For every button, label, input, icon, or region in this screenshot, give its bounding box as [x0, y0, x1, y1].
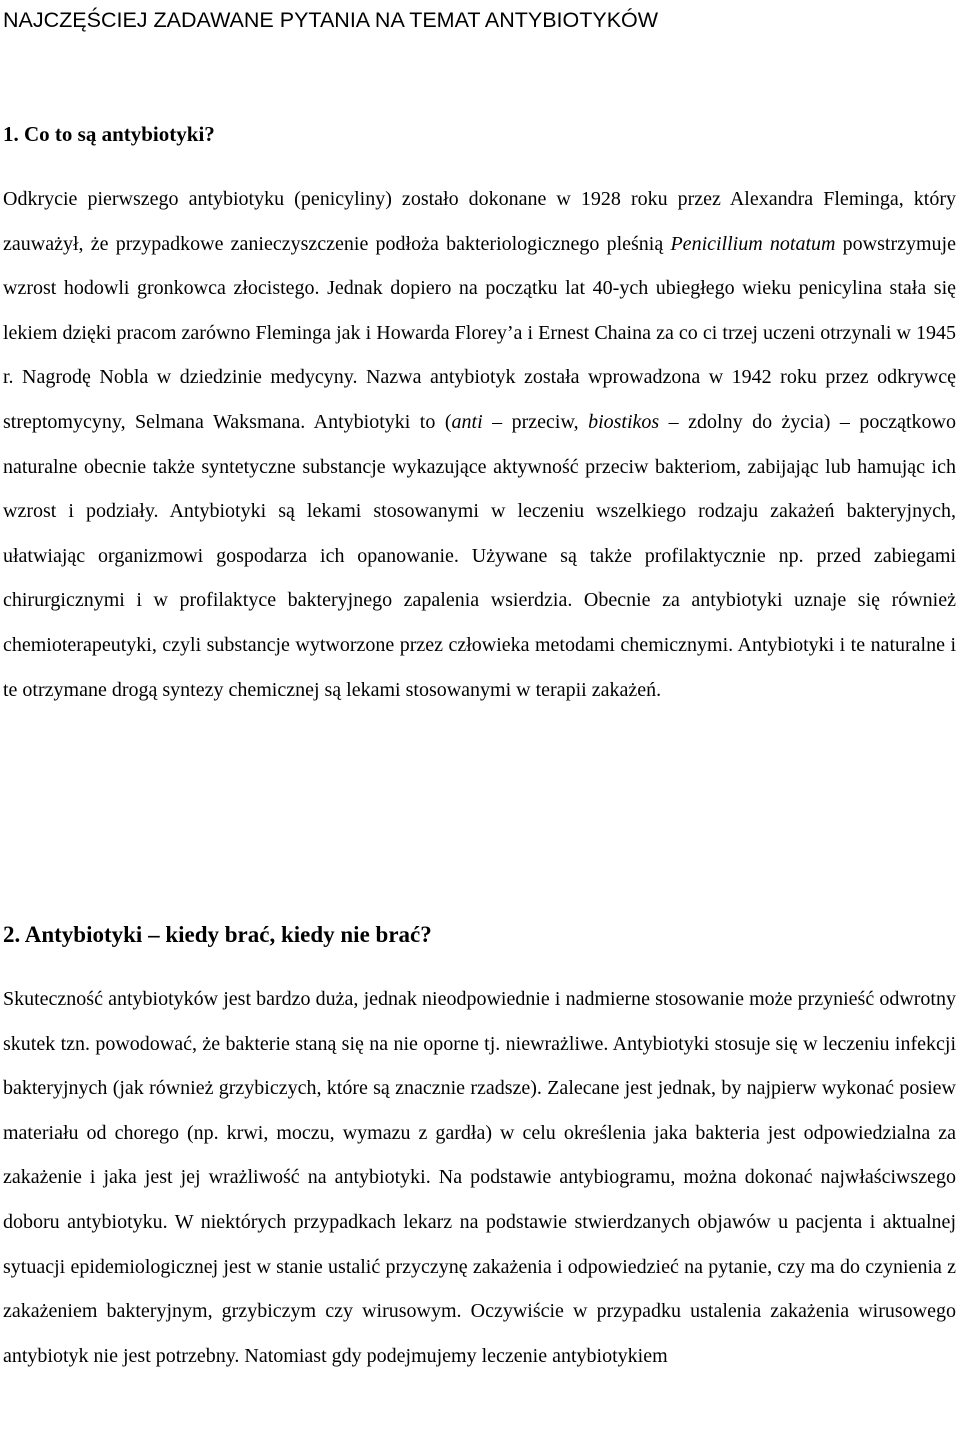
latin-species-name: Penicillium notatum: [670, 232, 836, 255]
paragraph-text: – zdolny do życia) – początkowo naturalne obecnie także syntetyczne substancje wykazujące aktywność przeciw bakteriom, zabijając lub hamując ich wzrost i podziały. Antybiotyki są lekami stosowanymi w leczeniu wszelkiego rodzaju zakażeń bakteryjnych, ułatwiając organizmowi gospodarza ich opanowanie. Używane są także profilaktycznie np. przed zabiegami chirurgicznymi i w profilaktyce bakteryjnego zapalenia wsierdzia. Obecnie za antybiotyki uznaje się również chemioterapeutyki, czyli substancje wytworzone przez człowieka metodami chemicznymi. Antybiotyki i te naturalne i te otrzymane drogą syntezy chemicznej są lekami stosowanymi w terapii zakażeń.: [3, 410, 956, 701]
section-paragraph-when-to-take: [3, 977, 956, 1378]
section-heading-when-to-take: 2. Antybiotyki – kiedy brać, kiedy nie brać?: [3, 922, 432, 947]
etymology-term: anti: [451, 410, 483, 433]
etymology-term: biostikos: [588, 410, 660, 433]
section-heading-what-are-antibiotics: 1. Co to są antybiotyki?: [3, 122, 215, 146]
section-paragraph-what-are-antibiotics: [3, 177, 956, 712]
paragraph-text: powstrzymuje wzrost hodowli gronkowca złocistego. Jednak dopiero na początku lat 40-ych ubiegłego wieku penicylina stała się lekiem dzięki pracom zarówno Fleminga jak i Howarda Florey’a i Ernest Chaina za co ci trzej uczeni otrzynali w 1945 r. Nagrodę Nobla w dziedzinie medycyny. Nazwa antybiotyk została wprowadzona w 1942 roku przez odkrywcę streptomycyny, Selmana Waksmana. Antybiotyki to (: [3, 232, 956, 433]
paragraph-text: Skuteczność antybiotyków jest bardzo duża, jednak nieodpowiednie i nadmierne stosowanie może przynieść odwrotny skutek tzn. powodować, że bakterie staną się na nie oporne tj. niewrażliwe. Antybiotyki stosuje się w leczeniu infekcji bakteryjnych (jak również grzybiczych, które są znacznie rzadsze). Zalecane jest jednak, by najpierw wykonać posiew materiału od chorego (np. krwi, moczu, wymazu z gardła) w celu określenia jaka bakteria jest odpowiedzialna za zakażenie i jaka jest jej wrażliwość na antybiotyki. Na podstawie antybiogramu, można dokonać najwłaściwszego doboru antybiotyku. W niektórych przypadkach lekarz na podstawie stwierdzanych objawów u pacjenta i aktualnej sytuacji epidemiologicznej jest w stanie ustalić przyczynę zakażenia i odpowiedzieć na pytanie, czy ma do czynienia z zakażeniem bakteryjnym, grzybiczym czy wirusowym. Oczywiście w przypadku ustalenia zakażenia wirusowego antybiotyk nie jest potrzebny. Natomiast gdy podejmujemy leczenie antybiotykiem: [3, 988, 956, 1367]
paragraph-text: Odkrycie pierwszego antybiotyku (penicyliny) zostało dokonane w 1928 roku przez Alexandra Fleminga, który zauważył, że przypadkowe zanieczyszczenie podłoża bakteriologicznego pleśnią: [3, 188, 956, 255]
document-title: NAJCZĘŚCIEJ ZADAWANE PYTANIA NA TEMAT ANTYBIOTYKÓW: [3, 8, 659, 32]
paragraph-text: – przeciw,: [482, 410, 589, 433]
